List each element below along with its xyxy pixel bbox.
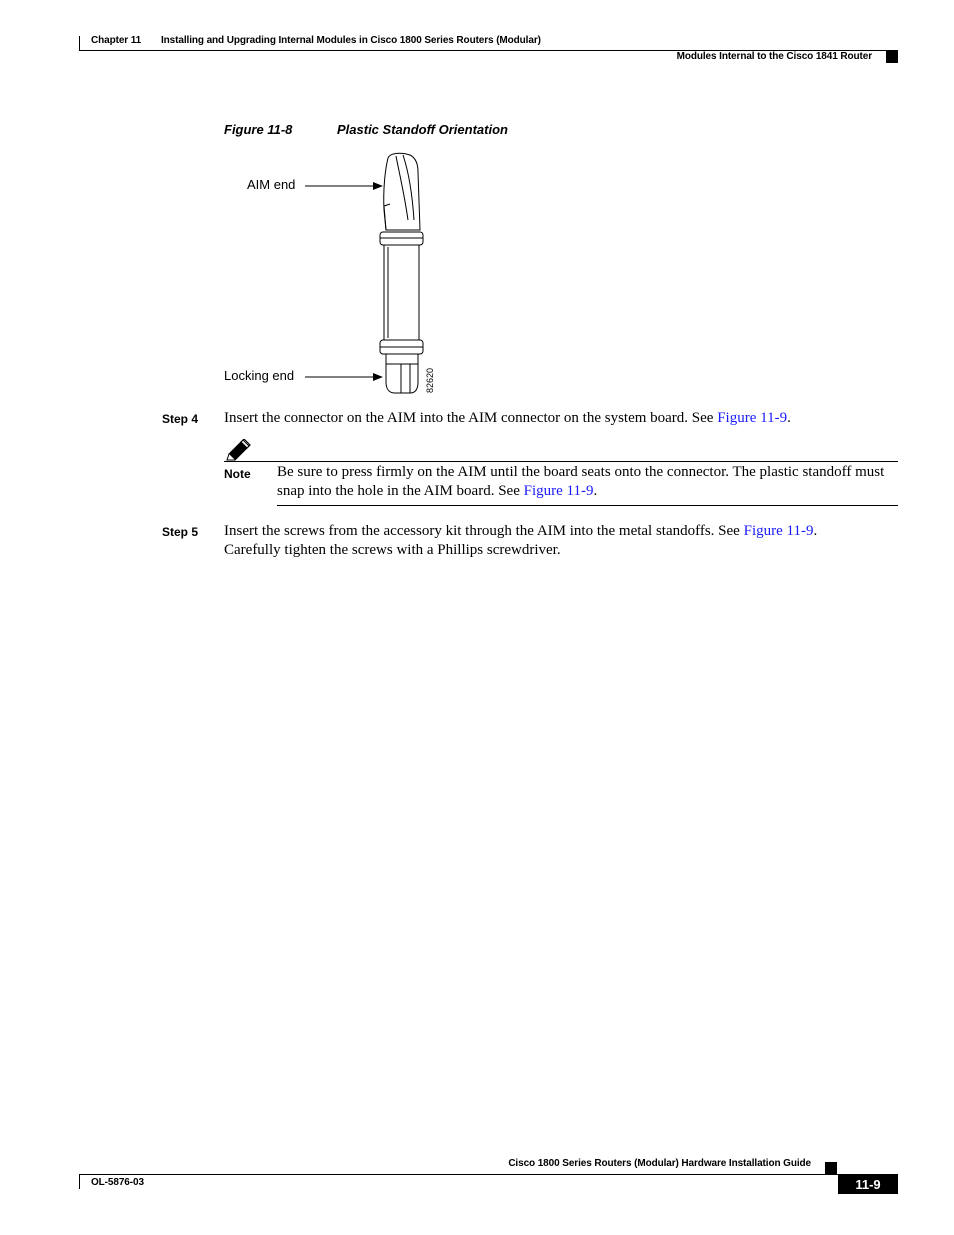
footer-left-bar [79,1175,80,1189]
note-bottom-rule [277,505,898,506]
header-left-bar [79,36,80,50]
step-5-figure-link[interactable]: Figure 11-9 [743,523,814,539]
footer-guide-title: Cisco 1800 Series Routers (Modular) Hardware Installation Guide [508,1158,811,1169]
header-chapter-title: Installing and Upgrading Internal Modules in Cisco 1800 Series Routers (Modular) [161,35,541,46]
footer-doc-id: OL-5876-03 [91,1177,144,1188]
step-4-figure-link[interactable]: Figure 11-9 [717,410,788,426]
note-top-rule [224,461,898,462]
note-label: Note [224,467,251,481]
step-4-label: Step 4 [162,412,199,426]
art-id-number: 82620 [425,367,435,393]
step-5-text: Insert the screws from the accessory kit through the AIM into the metal standoffs. See Figure 11-9. Carefully tighten the screws with a Phillips screwdriver. [224,523,818,558]
step-5-label: Step 5 [162,525,199,539]
note-text: Be sure to press firmly on the AIM until the board seats onto the connector. The plastic standoff must snap into the hole in the AIM board. See Figure 11-9. [277,464,885,499]
chapter-number: Chapter 11 [91,35,142,46]
figure-title: Plastic Standoff Orientation [337,122,508,137]
step-4-text: Insert the connector on the AIM into the AIM connector on the system board. See Figure 11-9. [224,410,791,426]
header-section-title: Modules Internal to the Cisco 1841 Router [676,51,872,62]
footer-black-box [825,1162,837,1174]
header-black-box [886,51,898,63]
label-aim-end: AIM end [247,177,296,192]
label-locking-end: Locking end [224,368,295,383]
note-figure-link[interactable]: Figure 11-9 [523,483,594,499]
note-pencil-icon [226,439,252,461]
footer-page-number: 11-9 [838,1175,898,1194]
footer-rule [79,1174,898,1175]
step-5-line-2: Carefully tighten the screws with a Phillips screwdriver. [224,542,561,558]
plastic-standoff-illustration [300,150,460,400]
figure-number: Figure 11-8 [224,122,293,137]
header-chapter [91,35,141,46]
